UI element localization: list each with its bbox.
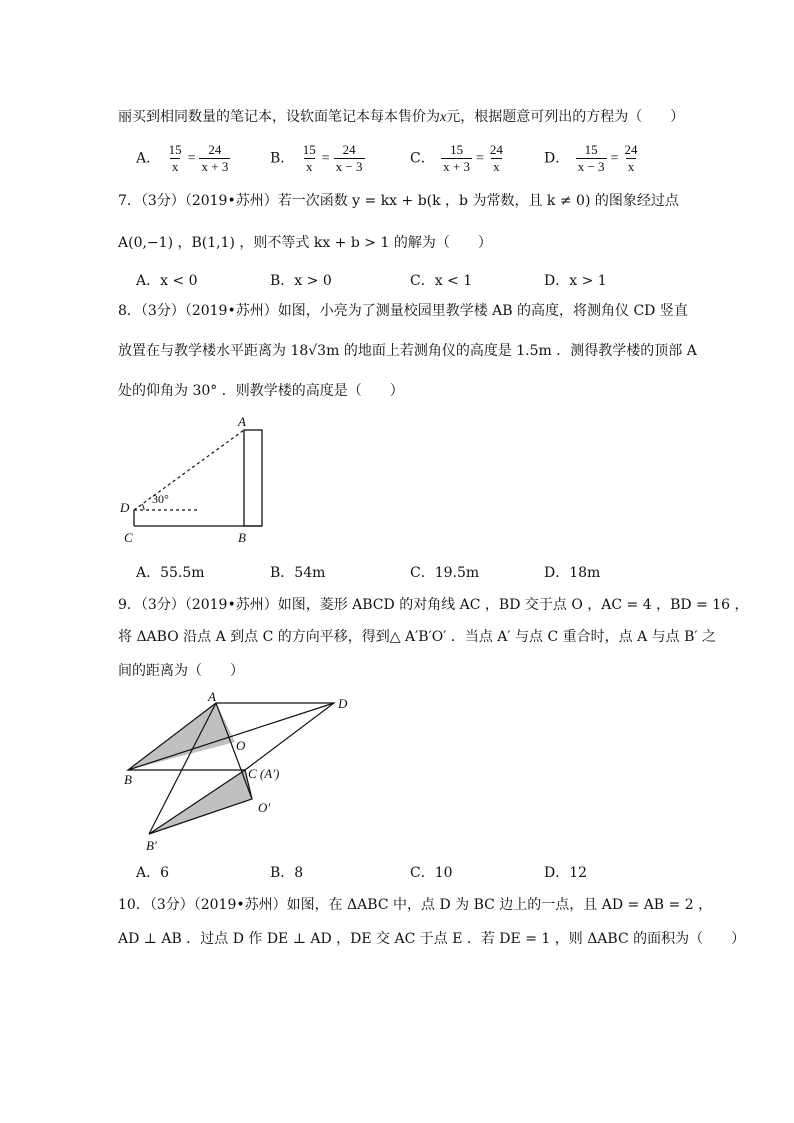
q9-option-c[interactable]: C．10 bbox=[410, 865, 453, 881]
q8-line-2: 放置在与教学楼水平距离为 18√3m 的地面上若测角仪的高度是 1.5m ．测得教学楼的顶部 A bbox=[118, 343, 697, 359]
angle-arc bbox=[142, 504, 144, 510]
q8-option-a[interactable]: A．55.5m bbox=[136, 565, 205, 581]
denominator: x bbox=[627, 159, 635, 174]
q6-option-b[interactable]: B． $\frac{15}{x}$ = $\frac{24}{x - 3}$ bbox=[270, 142, 363, 174]
building-ab bbox=[244, 430, 262, 526]
q9-option-d[interactable]: D．12 bbox=[544, 865, 588, 881]
q8-figure bbox=[110, 410, 280, 550]
numerator: 15 bbox=[168, 142, 182, 157]
q6-option-d[interactable]: D． $\frac{15}{x - 3}$ = $\frac{24}{x}$ bbox=[544, 142, 638, 174]
label-b: B bbox=[124, 772, 132, 787]
numerator: 24 bbox=[489, 142, 503, 157]
option-label: B． bbox=[270, 150, 295, 167]
fraction bbox=[441, 142, 472, 175]
q8-option-d[interactable]: D．18m bbox=[544, 565, 601, 581]
label-b-prime: B′ bbox=[146, 838, 157, 853]
label-c: C bbox=[124, 530, 133, 545]
q6-stem bbox=[118, 106, 684, 126]
option-label: A． bbox=[136, 150, 161, 167]
label-o-prime: O′ bbox=[258, 800, 271, 815]
numerator: 15 bbox=[450, 142, 464, 157]
q6-option-a[interactable]: A． $\frac{15}{x}$ = $\frac{24}{x + 3}$ bbox=[136, 142, 229, 174]
q7-option-b[interactable]: B．x > 0 bbox=[270, 273, 332, 289]
label-b: B bbox=[238, 530, 246, 545]
q9-line-1: 9．（3分）（2019•苏州）如图，菱形 ABCD 的对角线 AC ，BD 交于点 O ，AC = 4 ，BD = 16 ， bbox=[118, 597, 749, 613]
denominator: x + 3 bbox=[443, 159, 471, 174]
q6-var-x: x bbox=[440, 110, 447, 125]
numerator: 15 bbox=[584, 142, 598, 157]
q8-option-b[interactable]: B．54m bbox=[270, 565, 326, 581]
fraction bbox=[488, 142, 505, 175]
q6-stem-text2: 元，根据题意可列出的方程为（ ） bbox=[446, 109, 685, 125]
q9-option-b[interactable]: B．8 bbox=[270, 865, 304, 881]
label-o: O bbox=[236, 738, 246, 753]
q9-line-2: 将 ΔABO 沿点 A 到点 C 的方向平移，得到△ A′B′O′ ．当点 A′ 与点 C 重合时，点 A 与点 B′ 之 bbox=[118, 629, 717, 645]
sight-line bbox=[134, 430, 244, 510]
numerator: 24 bbox=[342, 142, 356, 157]
q10-line-1: 10．（3分）（2019•苏州）如图，在 ΔABC 中，点 D 为 BC 边上的一点，且 AD = AB = 2 ， bbox=[118, 897, 713, 913]
q9-figure bbox=[110, 688, 360, 856]
label-c: C (A′) bbox=[248, 766, 280, 781]
label-angle: 30° bbox=[152, 492, 169, 506]
q8-line-1: 8．（3分）（2019•苏州）如图，小亮为了测量校园里教学楼 AB 的高度，将测角仪 CD 竖直 bbox=[118, 303, 688, 319]
q6-stem-text: 丽买到相同数量的笔记本，设软面笔记本每本售价为 bbox=[118, 109, 440, 125]
fraction bbox=[576, 142, 607, 175]
label-a: A bbox=[208, 689, 216, 704]
numerator: 24 bbox=[208, 142, 222, 157]
q7-line-1: 7．（3分）（2019•苏州）若一次函数 y = kx + b(k ，b 为常数，且 k ≠ 0) 的图象经过点 bbox=[118, 193, 679, 209]
label-a: A bbox=[238, 414, 246, 429]
option-label: C． bbox=[410, 150, 435, 167]
denominator: x bbox=[493, 159, 500, 174]
numerator: 24 bbox=[624, 142, 638, 157]
denominator: x + 3 bbox=[201, 159, 229, 174]
q9-option-a[interactable]: A．6 bbox=[136, 865, 170, 881]
denominator: x − 3 bbox=[577, 159, 605, 174]
label-d: D bbox=[120, 500, 130, 515]
triangle-abo-shade bbox=[128, 703, 235, 770]
denominator: x bbox=[306, 159, 313, 174]
q8-line-3: 处的仰角为 30° ．则教学楼的高度是（ ） bbox=[118, 383, 404, 399]
q9-line-3: 间的距离为（ ） bbox=[118, 663, 244, 679]
denominator: x bbox=[171, 159, 179, 174]
option-label: D． bbox=[544, 150, 570, 167]
fraction bbox=[199, 142, 230, 175]
numerator: 15 bbox=[302, 142, 316, 157]
q7-option-c[interactable]: C．x < 1 bbox=[410, 273, 473, 289]
q6-option-c[interactable]: C． $\frac{15}{x + 3}$ = $\frac{24}{x}$ bbox=[410, 142, 503, 174]
q7-line-2: A(0,−1) ，B(1,1) ，则不等式 kx + b > 1 的解为（ ） bbox=[118, 235, 492, 251]
q8-option-c[interactable]: C．19.5m bbox=[410, 565, 480, 581]
q7-option-d[interactable]: D．x > 1 bbox=[544, 273, 607, 289]
fraction bbox=[301, 142, 318, 175]
fraction bbox=[622, 142, 639, 175]
q10-line-2: AD ⊥ AB ．过点 D 作 DE ⊥ AD ，DE 交 AC 于点 E ．若 DE = 1 ，则 ΔABC 的面积为（ ） bbox=[118, 931, 746, 947]
fraction bbox=[334, 142, 365, 175]
diagonal-bd bbox=[128, 703, 334, 770]
q7-option-a[interactable]: A．x < 0 bbox=[136, 273, 198, 289]
label-d: D bbox=[338, 696, 348, 711]
fraction bbox=[167, 142, 184, 175]
denominator: x − 3 bbox=[335, 159, 363, 174]
